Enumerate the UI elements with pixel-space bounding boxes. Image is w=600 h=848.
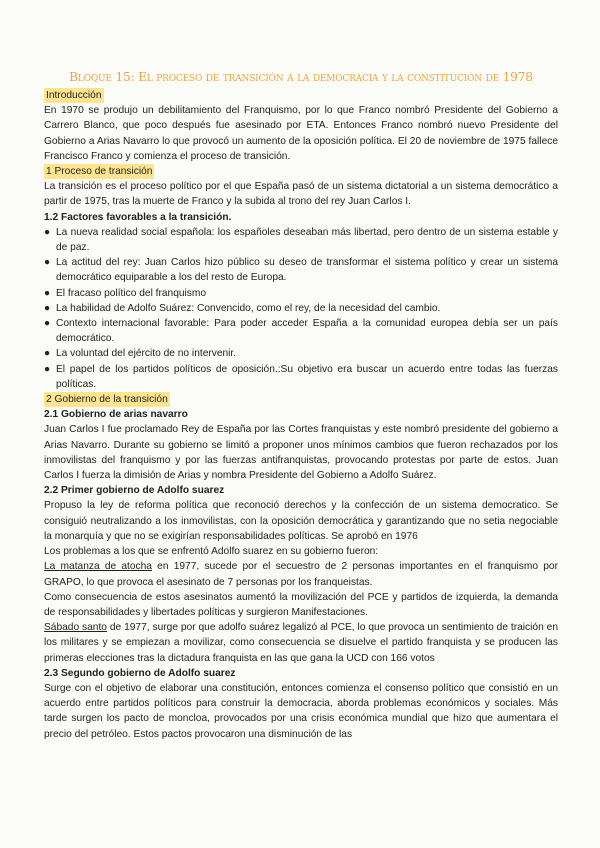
bullet-icon: ● <box>44 287 51 299</box>
section2-1-heading: 2.1 Gobierno de arias navarro <box>44 409 188 421</box>
bullet-icon: ● <box>44 226 51 238</box>
list-item <box>44 316 558 346</box>
section2-2-heading: 2.2 Primer gobierno de Adolfo suarez <box>44 485 225 497</box>
list-item-text: El papel de los partidos políticos de oposición.:Su objetivo era buscar un acuerdo entre todas las fuerzas políticas. <box>56 363 558 390</box>
list-item-text: La voluntad del ejército de no intervenir. <box>56 348 237 360</box>
section2-3-paragraph: Surge con el objetivo de elaborar una constitución, entonces comienza el consenso político que consistió en un acuerdo entre partidos políticos para construir la democracia, aborda problemas económicos y sociales. Más tarde surgen los pacto de moncloa, provocados por una crisis económica mundial que hizo que aumentara el precio del petróleo. Estos pactos provocaron una disminución de las <box>44 682 558 740</box>
section2-2-paragraph-3: Como consecuencia de estos asesinatos aumentó la movilización del PCE y partidos de izquierda, la demanda de responsabilidades y libertades políticas y surgieron Manifestaciones. <box>44 591 558 618</box>
list-item <box>44 255 558 285</box>
bullet-icon: ● <box>44 302 51 314</box>
list-item <box>44 346 558 361</box>
bullet-icon: ● <box>44 318 51 330</box>
list-item-text: La nueva realidad social española: los españoles deseaban más libertad, pero dentro de un sistema estable y de paz. <box>56 226 558 254</box>
intro-heading-text: Introducción <box>44 88 104 103</box>
atocha-label: La matanza de atocha <box>44 561 152 573</box>
bullet-icon: ● <box>44 257 51 269</box>
list-item <box>44 225 558 255</box>
list-item-text: La habilidad de Adolfo Suárez: Convencido, como el rey, de la necesidad del cambio. <box>56 302 441 314</box>
intro-paragraph: En 1970 se produjo un debilitamiento del Franquismo, por lo que Franco nombró Presidente del Gobierno a Carrero Blanco, que poco después fue asesinado por ETA. Entonces Franco nombró nuevo Presidente del Gobierno a Arias Navarro lo que provocó un aumento de la oposición política. El 20 de noviembre de 1975 fallece Francisco Franco y comienza el proceso de transición. <box>44 105 558 162</box>
sabado-paragraph <box>44 620 558 666</box>
section2-2-paragraph-1: Propuso la ley de reforma política que reconoció derechos y la confección de un sistema democratico. Se consiguió neutralizando a los inmovilistas, con la oposición democrática y garantizando que no setia negociable la monarquía y que no se exigirían responsabilidades políticas. Se aprobó en 1976 <box>44 500 558 542</box>
intro-heading <box>44 88 558 103</box>
list-item <box>44 362 558 392</box>
list-item-text: El fracaso político del franquismo <box>56 287 207 299</box>
section1-subheading: 1.2 Factores favorables a la transición. <box>44 211 232 223</box>
section2-1-paragraph: Juan Carlos I fue proclamado Rey de España por las Cortes franquistas y este nombró presidente del gobierno a Arias Navarro. Durante su gobierno se limitó a proponer unos mínimos cambios que fueron rechazados por los inmovilistas del franquismo y por las fuerzas antifranquistas, provocando protestas por parte de estos. Juan Carlos I fuerza la dimisión de Arias y nombra Presidente del Gobierno a Adolfo Suárez. <box>44 424 558 482</box>
list-item-text: La actitud del rey: Juan Carlos hizo público su deseo de transformar el sistema político y crear un sistema democrático equiparable a los del resto de Europa. <box>56 257 558 284</box>
list-item <box>44 286 558 301</box>
bullet-icon: ● <box>44 348 51 360</box>
sabado-label: Sábado santo <box>44 622 107 634</box>
atocha-paragraph <box>44 559 558 589</box>
bullet-icon: ● <box>44 363 51 375</box>
factors-list <box>44 225 558 392</box>
section2-heading-text: 2 Gobierno de la transición <box>44 392 170 407</box>
section1-heading <box>44 164 558 179</box>
sabado-text: de 1977, surge por que adolfo suárez legalizó al PCE, lo que provoca un sentimiento de traición en los militares y se empiezan a movilizar, como consecuencia se disuelve el partido franquista y se producen las primeras elecciones tras la dictadura franquista en las que gana la UCD con 166 votos <box>44 622 558 664</box>
list-item-text: Contexto internacional favorable: Para poder acceder España a la comunidad europea debía ser un país democrático. <box>56 318 558 345</box>
page-title: Bloque 15: El proceso de transición a la democracia y la constitución de 1978 <box>69 70 533 84</box>
section2-2-paragraph-2: Los problemas a los que se enfrentó Adolfo suarez en su gobierno fueron: <box>44 546 379 558</box>
atocha-text: en 1977, sucede por el secuestro de 2 personas importantes en el franquismo por GRAPO, lo que provoca el asesinato de 7 personas por los franqueistas. <box>44 561 558 588</box>
section1-paragraph: La transición es el proceso político por el que España pasó de un sistema dictatorial a un sistema democrático a partir de 1975, tras la muerte de Franco y la subida al trono del rey Juan Carlos I. <box>44 181 558 208</box>
section2-heading <box>44 392 558 407</box>
section1-heading-text: 1 Proceso de transición <box>44 164 154 179</box>
section2-3-heading: 2.3 Segundo gobierno de Adolfo suarez <box>44 667 236 679</box>
list-item <box>44 301 558 316</box>
